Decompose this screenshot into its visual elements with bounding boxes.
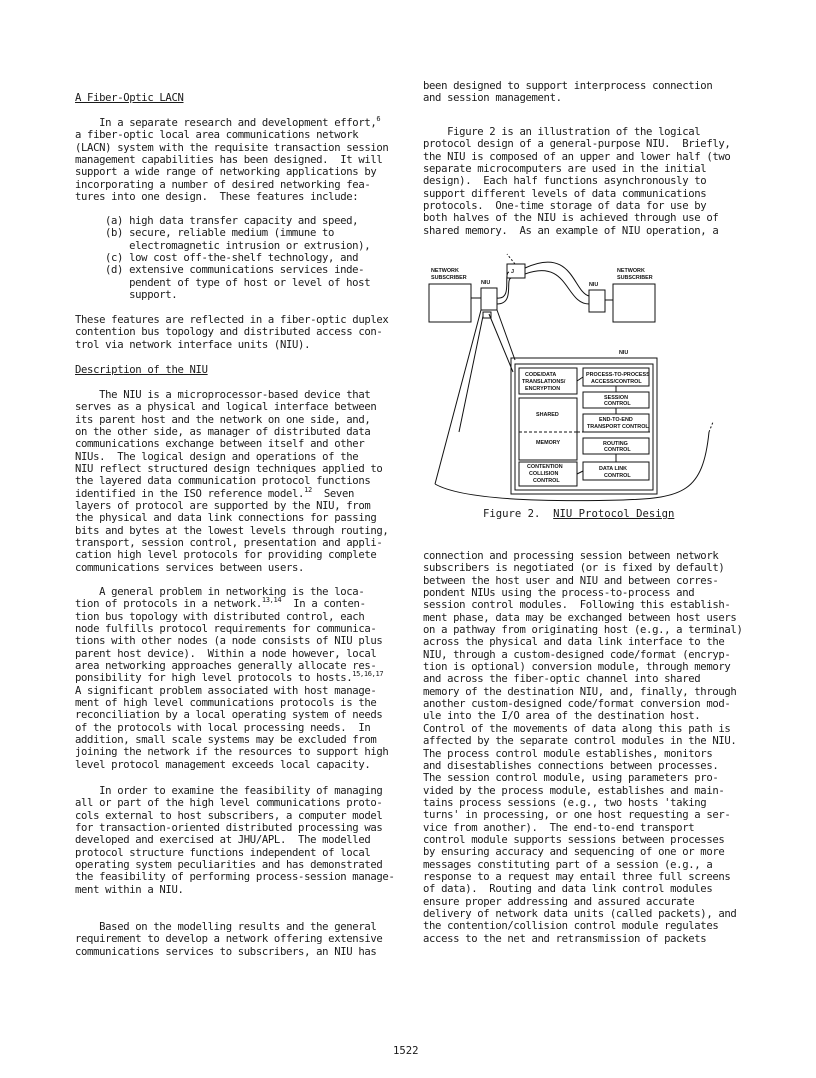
figure-caption-label: Figure 2. <box>483 508 541 520</box>
fiber-link-left-lower <box>497 278 511 304</box>
niu-left-box <box>481 288 497 310</box>
routing-label-2: CONTROL <box>604 447 631 453</box>
figure-intro-paragraph: Figure 2 is an illustration of the logical protocol design of a general-purpose NIU. Briefly, the NIU is composed of an upper and lower half (two separate microcomputers are used in the initial design). Each half functions asynchronously to support different levels of data communications protocols. One-time storage of data for use by both halves of the NIU is achieved through use of shared memory. As an example of NIU operation, a <box>423 126 731 237</box>
section-heading-description-niu: Description of the NIU <box>75 364 208 376</box>
mid-node-label: J <box>511 269 514 275</box>
page-number: 1522 <box>393 1045 419 1057</box>
features-summary-paragraph: These features are reflected in a fiber-optic duplex contention bus topology and distributed access con- trol via network interface units (NIU). <box>75 314 389 351</box>
code-data-label-1: CODE/DATA <box>525 372 557 378</box>
figure-2-niu-protocol-design <box>423 252 723 512</box>
memory-label: MEMORY <box>536 440 561 446</box>
mid-network-node <box>507 264 525 278</box>
network-subscriber-left-label: NETWORK <box>431 268 459 274</box>
niu-diagram <box>423 252 723 512</box>
shared-memory-module <box>519 398 577 460</box>
modelling-paragraph: Based on the modelling results and the general requirement to develop a network offering extensive communications services to subscribers, an NIU has <box>75 921 383 958</box>
contention-label-3: CONTROL <box>533 478 560 484</box>
general-problem-paragraph: A general problem in networking is the loca- tion of protocols in a network.$^{13,14}$ In a conten- tion bus topology with distributed control, each node fulfills protocol requirements for communica- tions with other nodes (a node consists of NIU plus parent host device). Within a node however, local area networking approaches generally allocate res- ponsibility for high level protocols to hosts.$^{15,16,17}$ A significant problem associated with host manage- ment of high level communications protocols is the reconciliation by a local operating system of needs of the protocols with local processing needs. In addition, small scale systems may be excluded from joining the network if the resources to support high level protocol management exceeds local capacity. <box>75 586 389 771</box>
network-subscriber-right-label: NETWORK <box>617 268 645 274</box>
end-to-end-label-2: TRANSPORT CONTROL <box>587 424 649 430</box>
process-label-2: ACCESS/CONTROL <box>591 379 642 385</box>
feature-list: (a) high data transfer capacity and speed, (b) secure, reliable medium (immune to electromagnetic intrusion or extrusion), (c) low cost off-the-shelf technology, and (d) extensive communications services inde- pendent of type of host or level of host support. <box>105 215 371 302</box>
process-label-1: PROCESS-TO-PROCESS <box>586 372 650 378</box>
figure-caption <box>483 508 674 520</box>
network-subscriber-right-label-2: SUBSCRIBER <box>617 275 653 281</box>
niu-right-box <box>589 290 605 312</box>
code-data-label-3: ENCRYPTION <box>525 386 561 392</box>
session-label-2: CONTROL <box>604 401 631 407</box>
fiber-link-continuation <box>507 254 515 264</box>
code-data-label-2: TRANSLATIONS/ <box>522 379 566 385</box>
niu-description-paragraph: The NIU is a microprocessor-based device that serves as a physical and logical interface between its parent host and the network on one side, and, on the other side, as manager of distributed data communications exchange between itself and other NIUs. The logical design and operations of the NIU reflect structured design techniques applied to the layered data communication protocol functions identified in the ISO reference model.$^{12}$ Seven layers of protocol are supported by the NIU, from the physical and data link connections for passing bits and bytes at the lowest levels through routing, transport, session control, presentation and appli- cation high level protocols for providing complete communications services between users. <box>75 389 389 574</box>
figure-caption-title: NIU Protocol Design <box>553 508 675 520</box>
continuation-paragraph: been designed to support interprocess connection and session management. <box>423 80 713 105</box>
network-subscriber-right-box <box>613 284 655 322</box>
network-subscriber-left-box <box>429 284 471 322</box>
session-label-1: SESSION <box>604 395 628 401</box>
data-link-label-2: CONTROL <box>604 473 631 479</box>
feasibility-paragraph: In order to examine the feasibility of managing all or part of the high level communications proto- cols external to host subscribers, a computer model for transaction-oriented distributed processing was developed and exercised at JHU/APL. The modelled protocol structure functions independent of local operating system peculiarities and has demonstrated the feasibility of performing process-session manage- ment within a NIU. <box>75 785 395 896</box>
fiber-link-right-upper <box>525 262 589 296</box>
contention-label-2: COLLISION <box>529 471 559 477</box>
shared-label: SHARED <box>536 412 559 418</box>
network-subscriber-left-label-2: SUBSCRIBER <box>431 275 467 281</box>
section-heading-fiber-optic-lacn: A Fiber-Optic LACN <box>75 92 184 104</box>
intro-paragraph: In a separate research and development effort,$^6$ a fiber-optic local area communications network (LACN) system with the requisite transaction session management capabilities has been designed. It will support a wide range of networking applications by incorporating a number of desired networking fea- tures into one design. These features include: <box>75 115 389 204</box>
niu-right-label: NIU <box>589 282 599 288</box>
data-link-label-1: DATA LINK <box>599 466 628 472</box>
fiber-link-left-upper <box>497 272 509 298</box>
contention-label-1: CONTENTION <box>527 464 563 470</box>
niu-detail-title: NIU <box>619 350 629 356</box>
end-to-end-label-1: END-TO-END <box>599 417 633 423</box>
routing-label-1: ROUTING <box>603 441 628 447</box>
niu-left-label: NIU <box>481 280 491 286</box>
niu-operation-paragraph: connection and processing session between network subscribers is negotiated (or is fixed by default) between the host user and NIU and between corres- pondent NIUs using the process-to-process and session control modules. Following this establish- ment phase, data may be exchanged between host users on a pathway from originating host (e.g., a terminal) across the physical and data link interface to the NIU, through a custom-designed code/format (encryp- tion is optional) conversion module, through memory and across the fiber-optic channel into shared memory of the destination NIU, and, finally, through another custom-designed code/format conversion mod- ule into the I/O area of the destination host. Control of the movements of data along this path is affected by the separate control modules in the NIU. The process control module establishes, monitors and disestablishes connections between processes. The session control module, using parameters pro- vided by the process module, establishes and main- tains process sessions (e.g., two hosts 'taking turns' in processing, or one host requesting a ser- vice from another). The end-to-end transport control module supports sessions between processes by ensuring accuracy and sequencing of one or more messages constituting part of a session (e.g., a response to a request may entail three full screens of data). Routing and data link control modules ensure proper addressing and assured accurate delivery of network data units (called packets), and the contention/collision control module regulates access to the net and retransmission of packets <box>423 550 743 945</box>
